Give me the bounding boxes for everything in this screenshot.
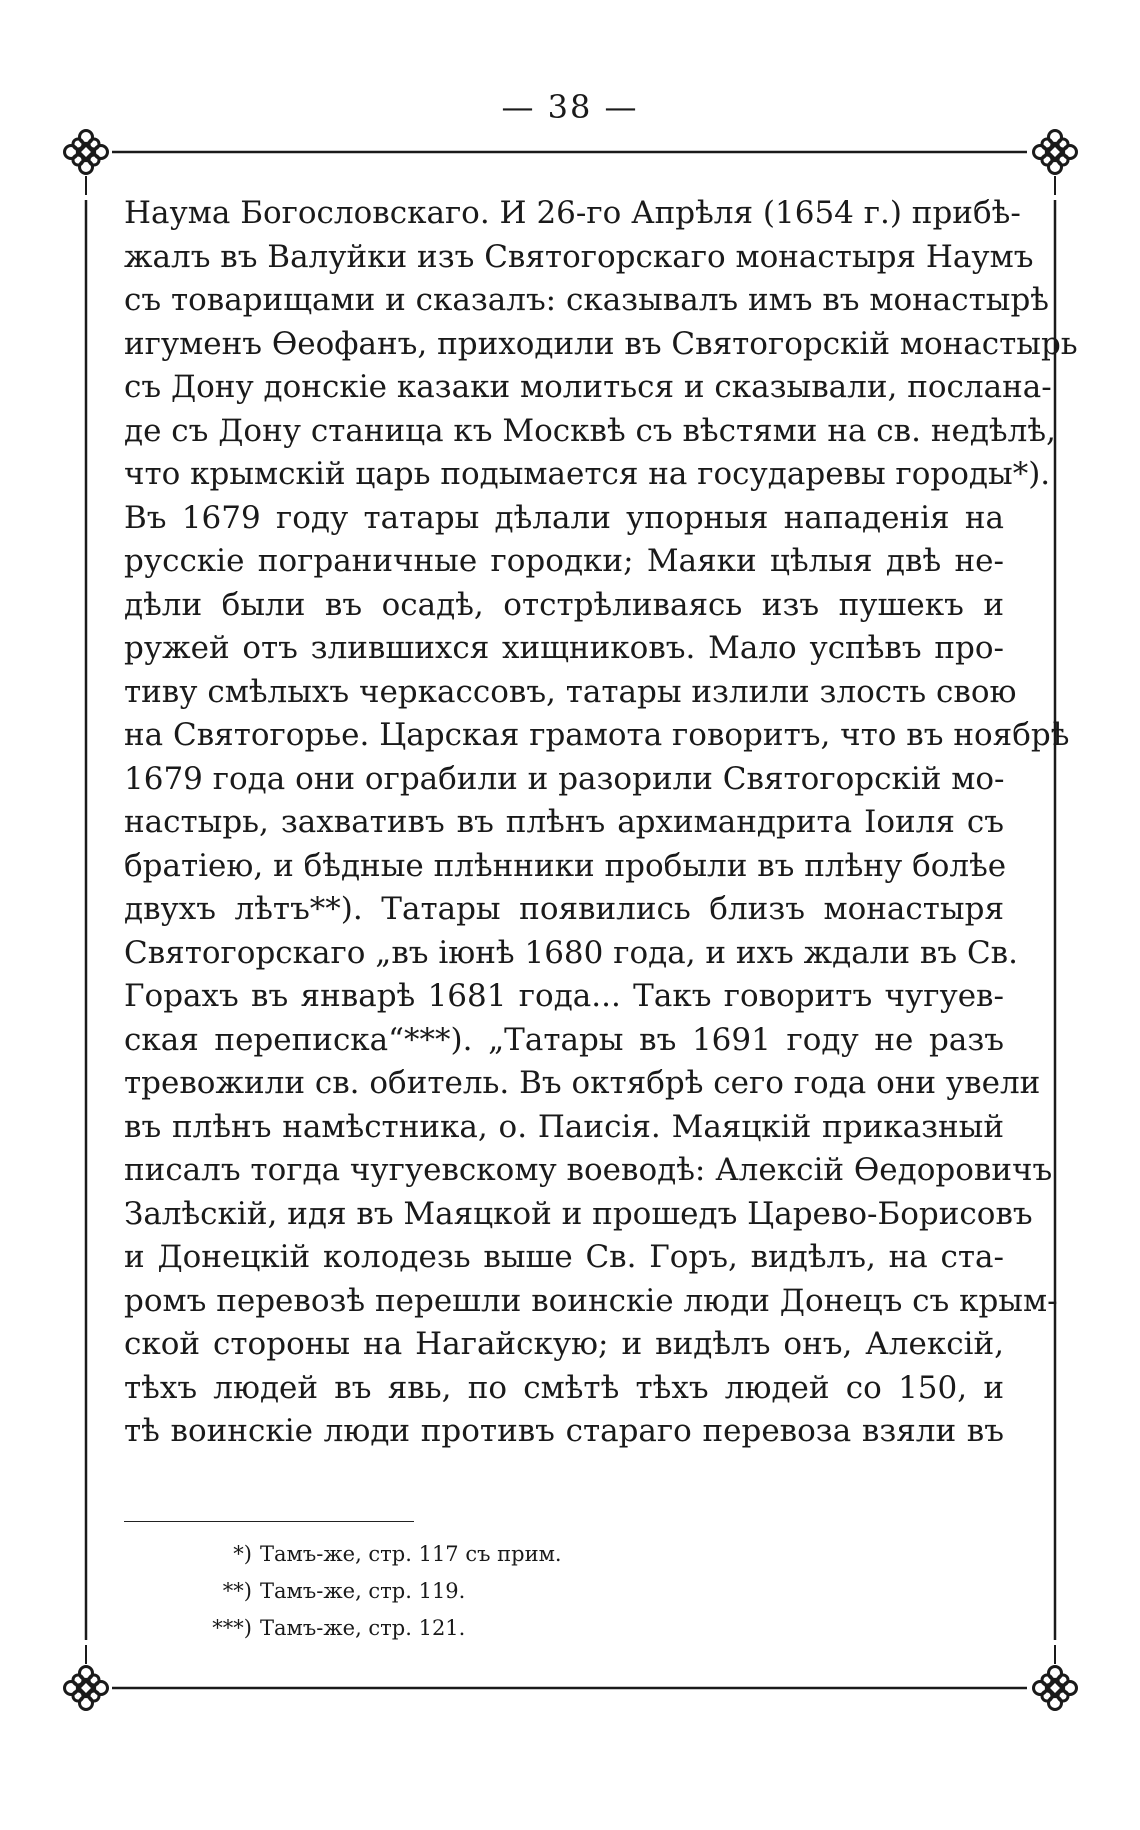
text-line: Наума Богословскаго. И 26-го Апрѣля (1654 г.) прибѣ- <box>124 195 1021 231</box>
corner-ornament-icon <box>65 131 108 174</box>
text-line: русскіе пограничные городки; Маяки цѣлыя двѣ не- <box>124 543 1004 579</box>
text-line: игуменъ Ѳеофанъ, приходили въ Святогорскій монастырь <box>124 325 1078 362</box>
text-line: ружей отъ злившихся хищниковъ. Мало успѣвъ про- <box>124 630 1004 666</box>
text-line: Въ 1679 году татары дѣлали упорныя нападенія на <box>124 499 1004 536</box>
text-line: что крымскій царь подымается на государевы городы*). <box>124 456 1051 492</box>
footnote <box>180 1536 562 1573</box>
text-line: тѣ воинскіе люди противъ стараго перевоза взяли въ <box>124 1413 1004 1449</box>
text-line: съ товарищами и сказалъ: сказывалъ имъ въ монастырѣ <box>124 282 1049 318</box>
text-line: на Святогорье. Царская грамота говоритъ, что въ ноябрѣ <box>124 717 1070 753</box>
text-line: де съ Дону станица къ Москвѣ съ вѣстями на св. недѣлѣ, <box>124 412 1056 449</box>
text-line: Залѣскій, идя въ Маяцкой и прошедъ Царево-Борисовъ <box>124 1195 1033 1232</box>
text-line: братіею, и бѣдные плѣнники пробыли въ плѣну болѣе <box>124 847 1007 884</box>
footnote-mark: *) <box>233 1542 252 1566</box>
text-line: въ плѣнъ намѣстника, о. Паисія. Маяцкій приказный <box>124 1108 1004 1145</box>
footnote-text: Тамъ-же, стр. 119. <box>260 1579 466 1603</box>
text-line: писалъ тогда чугуевскому воеводѣ: Алексій Ѳедоровичъ <box>124 1152 1053 1188</box>
text-line: Горахъ въ январѣ 1681 года... Такъ говоритъ чугуев- <box>124 978 1004 1014</box>
text-line: ская переписка“***). „Татары въ 1691 году не разъ <box>124 1021 1004 1058</box>
text-line: съ Дону донскіе казаки молиться и сказывали, послана- <box>124 369 1052 405</box>
corner-ornament-icon <box>1034 131 1077 174</box>
text-line: жалъ въ Валуйки изъ Святогорскаго монастыря Наумъ <box>124 238 1034 275</box>
corner-ornament-icon <box>1034 1667 1077 1710</box>
text-line: двухъ лѣтъ**). Татары появились близъ монастыря <box>124 891 1004 927</box>
footnote-mark: ***) <box>212 1616 252 1640</box>
footnote-text: Тамъ-же, стр. 117 съ прим. <box>260 1542 562 1566</box>
footnote-divider <box>124 1521 414 1522</box>
text-line: настырь, захвативъ въ плѣнъ архимандрита Іоиля съ <box>124 804 1004 840</box>
corner-ornament-icon <box>65 1667 108 1710</box>
text-line: тиву смѣлыхъ черкассовъ, татары излили злость свою <box>124 673 1017 710</box>
text-line: ромъ перевозѣ перешли воинскіе люди Донецъ съ крым- <box>124 1282 1058 1319</box>
text-line: тѣхъ людей въ явь, по смѣтѣ тѣхъ людей со 150, и <box>124 1369 1004 1406</box>
footnotes <box>180 1536 562 1647</box>
footnote-mark: **) <box>222 1579 252 1603</box>
text-line: дѣли были въ осадѣ, отстрѣливаясь изъ пушекъ и <box>124 586 1004 623</box>
footnote <box>180 1573 562 1610</box>
text-line: ской стороны на Нагайскую; и видѣлъ онъ, Алексій, <box>124 1326 1004 1362</box>
text-line: тревожили св. обитель. Въ октябрѣ сего года они увели <box>124 1065 1041 1101</box>
footnote-text: Тамъ-же, стр. 121. <box>260 1616 466 1640</box>
text-line: и Донецкій колодезь выше Св. Горъ, видѣлъ, на ста- <box>124 1239 1004 1275</box>
footnote <box>180 1610 562 1647</box>
main-text <box>124 192 1078 1454</box>
text-line: Святогорскаго „въ іюнѣ 1680 года, и ихъ ждали въ Св. <box>124 934 1018 971</box>
text-line: 1679 года они ограбили и разорили Святогорскій мо- <box>124 760 1005 797</box>
page-number: — 38 — <box>501 88 639 126</box>
